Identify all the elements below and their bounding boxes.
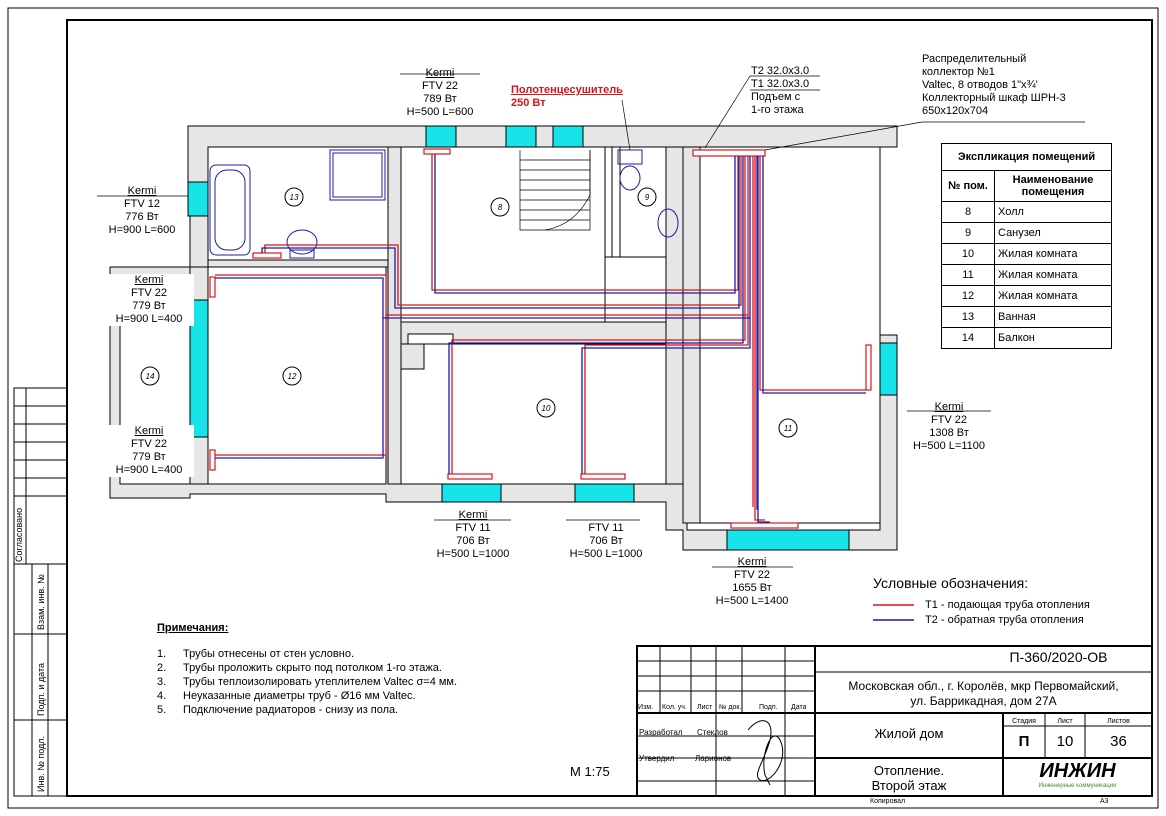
radiator-brand: Kermi	[737, 556, 767, 568]
approver-name: Ларионов	[695, 754, 732, 763]
explication-col-name: Наименование помещения	[995, 171, 1112, 202]
company-logo: ИНЖИН	[1039, 760, 1116, 782]
sheet-title-line1: Отопление.	[873, 763, 945, 778]
room-tag-12: 12	[287, 372, 297, 381]
room-tag-9: 9	[644, 193, 650, 202]
explication-table	[941, 143, 1112, 349]
radiator-label-room12-bottom	[104, 425, 194, 477]
note-number: 4.	[157, 690, 167, 702]
room-name: Санузел	[995, 223, 1112, 244]
collector-line2: коллектор №1	[922, 66, 995, 78]
legend-title: Условные обозначения:	[873, 575, 1029, 591]
towel-dryer-label	[511, 84, 623, 110]
col-kol: Кол. уч.	[662, 704, 687, 711]
room-name: Жилая комната	[995, 265, 1112, 286]
riser-t2: Т2 32.0x3.0	[751, 65, 810, 77]
room-tag-13: 13	[289, 193, 299, 202]
stage-value: П	[1018, 733, 1030, 750]
col-list: Лист	[697, 704, 713, 711]
col-data: Дата	[791, 704, 807, 711]
col-podp: Подп.	[759, 704, 778, 711]
table-row	[942, 307, 1112, 328]
legend-t1: Т1 - подающая труба отопления	[925, 599, 1090, 611]
side-inv: Инв. № подл.	[36, 735, 46, 792]
signature	[748, 721, 783, 785]
collector-line5: 650x120x704	[922, 105, 989, 117]
radiator-dims: H=500 L=600	[406, 106, 474, 118]
radiator-model: FTV 11	[588, 522, 624, 534]
room-tag-10: 10	[541, 404, 551, 413]
radiator-dims: H=500 L=1000	[436, 548, 510, 560]
drawing-code: П-360/2020-ОВ	[1009, 649, 1108, 665]
room-num: 10	[942, 244, 995, 265]
radiator-label-room10-right	[561, 509, 651, 561]
room-name: Балкон	[995, 328, 1112, 349]
radiator-dims: H=500 L=1100	[913, 440, 985, 452]
room-num: 11	[942, 265, 995, 286]
sheet-header: Лист	[1057, 718, 1073, 725]
developer-role: Разработал	[639, 728, 683, 737]
room-num: 14	[942, 328, 995, 349]
collector-line1: Распределительный	[922, 53, 1027, 65]
copied-label: Копировал	[870, 798, 906, 805]
radiator-power: 779 Вт	[132, 451, 166, 463]
explication-col-num: № пом.	[942, 171, 995, 202]
radiator-model: FTV 12	[123, 198, 161, 210]
room-num: 8	[942, 202, 995, 223]
collector-line4: Коллекторный шкаф ШРН-3	[922, 92, 1066, 104]
radiator-model: FTV 22	[130, 438, 168, 450]
radiator-model: FTV 22	[733, 569, 771, 581]
radiator-label-room10-left	[428, 509, 518, 561]
radiator-power: 779 Вт	[132, 300, 166, 312]
format-label: А3	[1100, 798, 1109, 805]
address-line1: Московская обл., г. Королёв, мкр Первомайский,	[848, 679, 1119, 693]
radiator-brand: Kermi	[134, 274, 164, 286]
radiator-power: 1308 Вт	[929, 427, 969, 439]
building-type: Жилой дом	[874, 726, 944, 741]
radiator-model: FTV 22	[930, 414, 968, 426]
radiator-power: 706 Вт	[456, 535, 490, 547]
table-row	[942, 328, 1112, 349]
riser-label	[751, 65, 809, 117]
room-tag-14: 14	[145, 372, 155, 381]
radiator-dims: H=500 L=1000	[569, 548, 643, 560]
side-vzam: Взам. инв. №	[36, 574, 46, 630]
radiator-brand: Kermi	[425, 67, 455, 79]
collector-label	[922, 53, 1066, 118]
note-number: 2.	[157, 662, 167, 674]
radiator-brand: Kermi	[458, 509, 488, 521]
note-text: Трубы теплоизолировать утеплителем Valtec σ=4 мм.	[183, 676, 458, 688]
col-izm: Изм.	[638, 704, 653, 711]
radiator-brand: Kermi	[934, 401, 964, 413]
radiator-label-room11-bottom	[706, 556, 798, 608]
scale-label: М 1:75	[570, 764, 610, 779]
radiator-power: 1655 Вт	[732, 582, 772, 594]
side-agreed: Согласовано	[14, 507, 24, 562]
towel-dryer-power: 250 Вт	[511, 97, 546, 109]
notes-title: Примечания:	[157, 622, 229, 634]
note-text: Трубы проложить скрыто под потолком 1-го этажа.	[183, 662, 442, 674]
room-tag-11: 11	[783, 424, 793, 433]
room-name: Жилая комната	[995, 286, 1112, 307]
sheet-value: 10	[1056, 733, 1074, 750]
room-name: Ванная	[995, 307, 1112, 328]
room-num: 12	[942, 286, 995, 307]
radiator-label-room11-right	[903, 401, 995, 453]
table-row	[942, 286, 1112, 307]
sheet-title-line2: Второй этаж	[871, 778, 947, 793]
company-logo-subtitle: Инженерные коммуникации	[1038, 783, 1117, 789]
table-row	[942, 244, 1112, 265]
radiator-power: 776 Вт	[125, 211, 159, 223]
radiator-dims: H=900 L=600	[108, 224, 176, 236]
sheet-title	[815, 763, 1003, 793]
radiator-brand	[561, 509, 651, 522]
room-num: 9	[942, 223, 995, 244]
note-text: Неуказанные диаметры труб - Ø16 мм Valtec.	[183, 690, 416, 702]
radiator-label-room13	[97, 185, 187, 237]
stage-header: Стадия	[1012, 718, 1036, 725]
radiator-model: FTV 22	[130, 287, 168, 299]
note-text: Подключение радиаторов - снизу из пола.	[183, 704, 399, 716]
radiator-brand: Kermi	[134, 425, 164, 437]
radiator-dims: H=500 L=1400	[715, 595, 789, 607]
riser-t1: Т1 32.0x3.0	[751, 78, 810, 90]
sheets-header: Листов	[1107, 718, 1130, 725]
room-tag-8: 8	[497, 203, 503, 212]
col-ndok: № док.	[719, 704, 742, 711]
approver-role: Утвердил	[639, 754, 675, 763]
radiator-model: FTV 11	[455, 522, 491, 534]
room-name: Холл	[995, 202, 1112, 223]
radiator-power: 706 Вт	[589, 535, 623, 547]
riser-line1: Подъем с	[751, 91, 801, 103]
riser-line2: 1-го этажа	[751, 104, 804, 116]
address-line2: ул. Баррикадная, дом 27А	[910, 694, 1057, 708]
note-number: 3.	[157, 676, 167, 688]
note-number: 1.	[157, 648, 167, 660]
room-name: Жилая комната	[995, 244, 1112, 265]
side-podp: Подп. и дата	[36, 662, 46, 716]
developer-name: Стеклов	[697, 728, 728, 737]
note-text: Трубы отнесены от стен условно.	[183, 648, 355, 660]
explication-title: Экспликация помещений	[942, 144, 1112, 171]
radiator-label-room8	[400, 67, 480, 119]
table-row	[942, 265, 1112, 286]
legend-t2: Т2 - обратная труба отопления	[925, 614, 1084, 626]
table-row	[942, 223, 1112, 244]
note-number: 5.	[157, 704, 167, 716]
table-row	[942, 202, 1112, 223]
radiator-model: FTV 22	[421, 80, 459, 92]
radiator-dims: H=900 L=400	[115, 464, 183, 476]
sheets-value: 36	[1110, 733, 1127, 750]
towel-dryer-title: Полотенцесушитель	[511, 84, 623, 96]
radiator-brand: Kermi	[127, 185, 157, 197]
radiator-power: 789 Вт	[423, 93, 457, 105]
collector-line3: Valtec, 8 отводов 1"x¾'	[922, 79, 1038, 91]
room-num: 13	[942, 307, 995, 328]
radiator-dims: H=900 L=400	[115, 313, 183, 325]
radiator-label-room12-top	[104, 274, 194, 326]
